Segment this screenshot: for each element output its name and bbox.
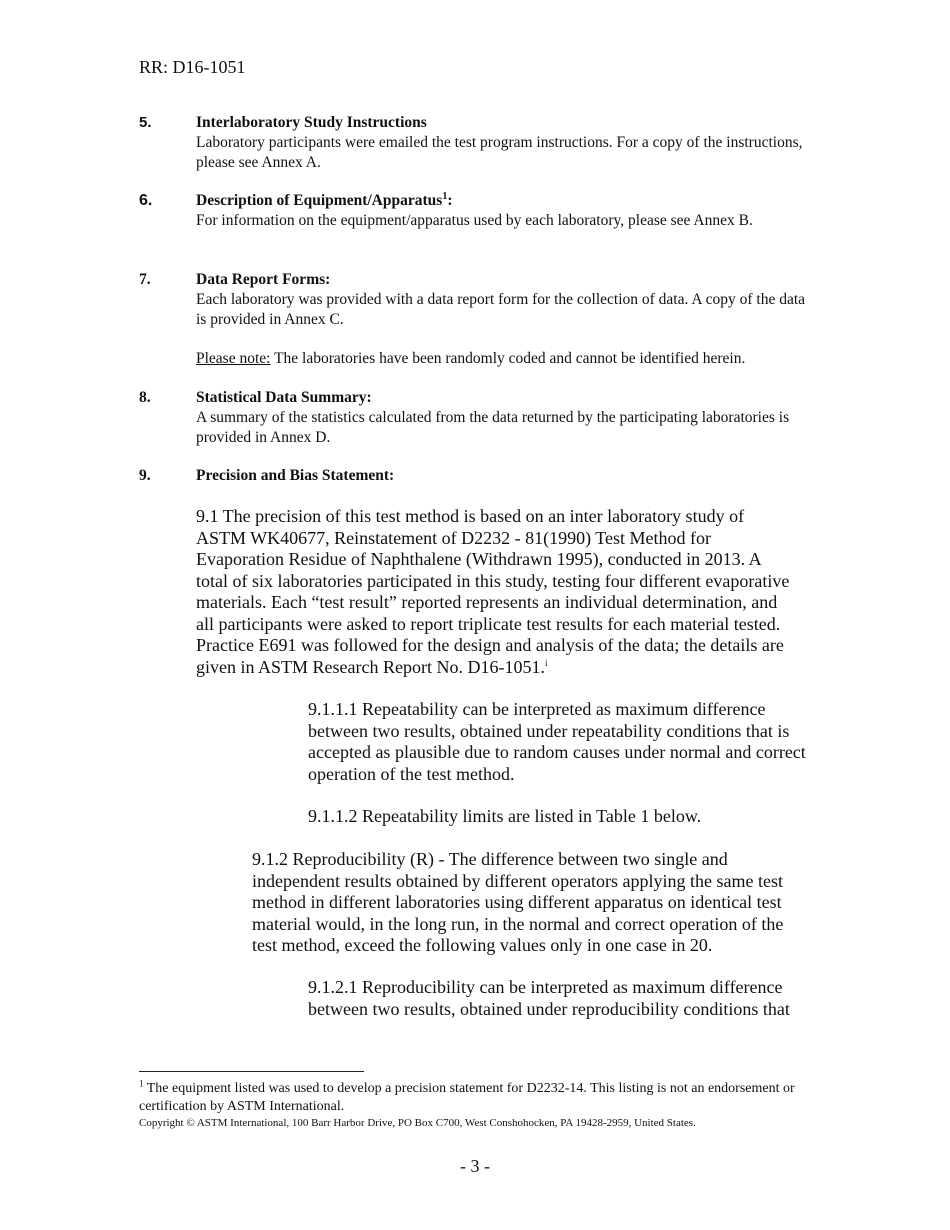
section-number: 8.: [139, 389, 151, 406]
note-line: [196, 349, 819, 369]
footnote: [139, 1080, 799, 1116]
footnote-ref: 1: [442, 190, 448, 202]
paragraph-9-1-1-2: 9.1.1.2 Repeatability limits are listed in Table 1 below.: [308, 806, 702, 826]
paragraph-9-1: [196, 506, 796, 678]
report-id-header: RR: D16-1051: [139, 57, 246, 77]
section-number: 6.: [139, 192, 153, 209]
section-number: 5.: [139, 114, 152, 131]
section-6: [139, 191, 819, 231]
section-title: Statistical Data Summary:: [196, 389, 372, 406]
section-number: 9.: [139, 467, 151, 484]
title-colon: :: [447, 192, 453, 209]
note-text: The laboratories have been randomly coded and cannot be identified herein.: [270, 350, 746, 367]
paragraph-9-1-2: 9.1.2 Reproducibility (R) - The difference between two single and independent results obtained by different operators applying the same test method in different laboratories using different apparatus on identical test material would, in the long run, in the normal and correct operation of the test method, exceed the following values only in one case in 20.: [252, 849, 784, 955]
section-title: Interlaboratory Study Instructions: [196, 114, 427, 131]
section-title: Data Report Forms:: [196, 271, 331, 288]
paragraph-9-1-2-1: 9.1.2.1 Reproducibility can be interpreted as maximum difference between two results, obtained under reproducibility conditions that: [308, 977, 790, 1019]
paragraph-text: 9.1 The precision of this test method is based on an inter laboratory study of ASTM WK40677, Reinstatement of D2232 - 81(1990) Test Method for Evaporation Residue of Naphthalene (Withdrawn 1995), conducted in 2013. A total of six laboratories participated in this study, testing four different evaporative materials. Each “test result” reported represents an individual determination, and all participants were asked to report triplicate test results for each material tested. Practice E691 was followed for the design and analysis of the data; the details are given in ASTM Research Report No. D16-1051.: [196, 506, 790, 677]
copyright-notice: Copyright © ASTM International, 100 Barr Harbor Drive, PO Box C700, West Conshohocken, PA 19428-2959, United States.: [139, 1117, 696, 1129]
section-text: For information on the equipment/apparatus used by each laboratory, please see Annex B.: [196, 212, 753, 229]
section-text: Laboratory participants were emailed the test program instructions. For a copy of the instructions, please see Annex A.: [196, 134, 803, 171]
section-8: [139, 388, 819, 448]
endnote-ref: i: [544, 657, 548, 668]
footnote-marker: 1: [139, 1078, 144, 1089]
section-title: Precision and Bias Statement:: [196, 467, 395, 484]
page-number: - 3 -: [460, 1156, 490, 1176]
footnote-text: The equipment listed was used to develop a precision statement for D2232-14. This listing is not an endorsement or certification by ASTM International.: [139, 1081, 795, 1114]
paragraph-9-1-1-1: 9.1.1.1 Repeatability can be interpreted as maximum difference between two results, obtained under repeatability conditions that is accepted as plausible due to random causes under normal and correct operation of the test method.: [308, 699, 806, 784]
section-9: [139, 466, 819, 486]
section-title-text: Description of Equipment/Apparatus: [196, 192, 443, 209]
footnote-divider: [139, 1071, 364, 1072]
section-5: [139, 113, 819, 173]
section-text: A summary of the statistics calculated from the data returned by the participating laboratories is provided in Annex D.: [196, 409, 790, 446]
section-number: 7.: [139, 271, 151, 288]
section-7: [139, 270, 819, 369]
note-label: Please note:: [196, 350, 271, 367]
section-title: [196, 191, 819, 211]
section-text: Each laboratory was provided with a data report form for the collection of data. A copy of the data is provided in Annex C.: [196, 291, 806, 328]
